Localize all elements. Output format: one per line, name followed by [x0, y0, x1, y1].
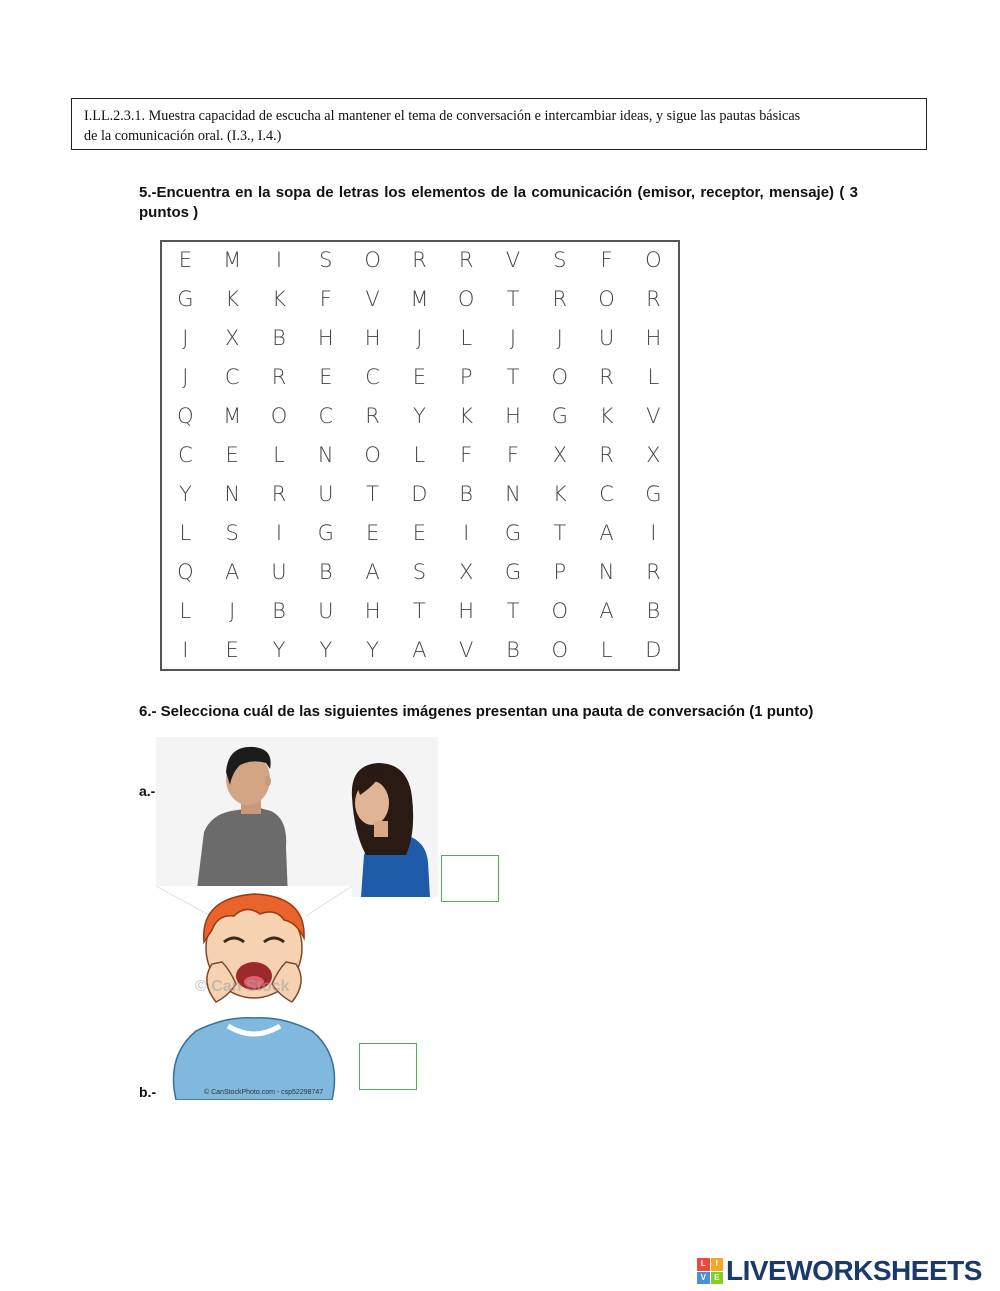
word-search-cell[interactable]: F	[319, 287, 332, 311]
word-search-cell[interactable]: C	[318, 404, 334, 428]
word-search-cell[interactable]: A	[599, 599, 614, 623]
word-search-cell[interactable]: X	[646, 443, 661, 467]
indicator-line-2: de la comunicación oral. (I.3., I.4.)	[84, 128, 282, 144]
word-search-cell[interactable]: H	[317, 326, 334, 350]
word-search-cell[interactable]: T	[506, 287, 520, 311]
word-search-cell[interactable]: M	[410, 287, 429, 311]
word-search-cell[interactable]: B	[646, 599, 661, 623]
word-search-cell[interactable]: M	[223, 248, 242, 272]
option-a-checkbox[interactable]	[441, 855, 499, 902]
image-watermark: © Can Stock	[195, 978, 290, 995]
word-search-cell[interactable]: B	[459, 482, 474, 506]
option-a-label: a.-	[139, 783, 156, 799]
word-search-cell[interactable]: Y	[319, 638, 333, 662]
word-search-cell[interactable]: J	[416, 326, 423, 350]
logo-letter: E	[711, 1272, 724, 1285]
question-5-prompt: 5.-Encuentra en la sopa de letras los elementos de la comunicación (emisor, receptor, mensaje) ( 3 puntos )	[139, 184, 858, 221]
word-search-cell[interactable]: X	[552, 443, 567, 467]
word-search-cell[interactable]: M	[223, 404, 242, 428]
word-search-cell[interactable]: O	[364, 248, 381, 272]
word-search-cell[interactable]: L	[647, 365, 660, 389]
word-search-cell[interactable]: R	[599, 365, 614, 389]
word-search-cell[interactable]: E	[365, 521, 380, 545]
word-search-cell[interactable]: V	[365, 287, 380, 311]
word-search-cell[interactable]: H	[505, 404, 521, 428]
word-search-cell[interactable]: K	[459, 404, 474, 428]
word-search-cell[interactable]: J	[229, 599, 236, 623]
word-search-grid	[162, 241, 677, 670]
word-search-cell[interactable]: H	[645, 326, 662, 350]
word-search-cell[interactable]: J	[182, 365, 189, 389]
word-search-cell[interactable]: G	[317, 521, 334, 545]
word-search-cell[interactable]: J	[556, 326, 563, 350]
word-search-cell[interactable]: Y	[272, 638, 286, 662]
word-search-cell[interactable]: O	[364, 443, 381, 467]
question-6-prompt: 6.- Selecciona cuál de las siguientes imágenes presentan una pauta de conversación (1 punto)	[139, 703, 814, 720]
word-search-cell[interactable]: A	[412, 638, 427, 662]
word-search-cell[interactable]: F	[460, 443, 473, 467]
word-search-cell[interactable]: Q	[177, 404, 194, 428]
conversation-image	[156, 737, 438, 897]
word-search-cell[interactable]: V	[505, 248, 521, 272]
word-search-cell[interactable]: K	[599, 404, 614, 428]
logo-letter: L	[697, 1258, 710, 1271]
word-search-cell[interactable]: E	[178, 248, 193, 272]
word-search-cell[interactable]: F	[600, 248, 613, 272]
word-search-cell[interactable]: H	[364, 599, 381, 623]
word-search-cell[interactable]: B	[506, 638, 520, 662]
word-search-cell[interactable]: I	[275, 521, 283, 545]
word-search-cell[interactable]: O	[551, 638, 569, 662]
word-search-cell[interactable]: N	[224, 482, 241, 506]
word-search-cell[interactable]: K	[272, 287, 286, 311]
word-search-cell[interactable]: I	[182, 638, 189, 662]
word-search-cell[interactable]: O	[645, 248, 662, 272]
word-search-cell[interactable]: D	[411, 482, 428, 506]
word-search-cell[interactable]: R	[271, 482, 287, 506]
word-search-cell[interactable]: X	[458, 560, 474, 584]
word-search-cell[interactable]: R	[552, 287, 568, 311]
word-search-cell[interactable]: S	[225, 521, 239, 545]
word-search-cell[interactable]: T	[553, 521, 567, 545]
word-search-cell[interactable]: V	[458, 638, 474, 662]
word-search-cell[interactable]: O	[457, 287, 475, 311]
word-search-cell[interactable]: O	[598, 287, 615, 311]
word-search-cell[interactable]: O	[270, 404, 288, 428]
word-search-cell[interactable]: I	[650, 521, 657, 545]
word-search-cell[interactable]: A	[365, 560, 380, 584]
word-search-cell[interactable]: G	[645, 482, 662, 506]
word-search-cell[interactable]: N	[598, 560, 615, 584]
word-search-cell[interactable]: C	[365, 365, 380, 389]
word-search-cell[interactable]: R	[599, 443, 614, 467]
word-search-cell[interactable]: R	[646, 287, 661, 311]
word-search-cell[interactable]: L	[273, 443, 285, 467]
word-search-cell[interactable]: J	[182, 326, 189, 350]
word-search-cell[interactable]: P	[459, 365, 473, 389]
word-search-cell[interactable]: E	[412, 365, 427, 389]
word-search-cell[interactable]: E	[225, 443, 239, 467]
word-search-cell[interactable]: Q	[177, 560, 194, 584]
word-search-cell[interactable]: B	[272, 599, 286, 623]
word-search-cell[interactable]: R	[458, 248, 474, 272]
word-search-cell[interactable]: U	[598, 326, 615, 350]
liveworksheets-brand	[697, 1255, 982, 1287]
word-search-cell[interactable]: H	[364, 326, 381, 350]
word-search-cell[interactable]: C	[178, 443, 193, 467]
image-credit: © CanStockPhoto.com - csp52298747	[204, 1089, 324, 1096]
word-search-cell[interactable]: I	[463, 521, 470, 545]
word-search-cell[interactable]: S	[319, 248, 333, 272]
word-search-cell[interactable]: R	[271, 365, 287, 389]
word-search-cell[interactable]: S	[553, 248, 567, 272]
word-search-cell[interactable]: A	[599, 521, 614, 545]
indicator-box	[71, 98, 927, 150]
word-search-cell[interactable]: T	[506, 599, 520, 623]
word-search-cell[interactable]: L	[179, 599, 192, 623]
word-search-cell[interactable]: G	[504, 521, 522, 545]
word-search-cell[interactable]: S	[412, 560, 427, 584]
word-search-cell[interactable]: Y	[412, 404, 426, 428]
word-search-cell[interactable]: X	[225, 326, 240, 350]
word-search-cell[interactable]: T	[366, 482, 379, 506]
word-search-cell[interactable]: E	[225, 638, 239, 662]
liveworksheets-logo-icon	[697, 1258, 723, 1284]
word-search-cell[interactable]: H	[458, 599, 475, 623]
word-search-cell[interactable]: Y	[366, 638, 379, 662]
word-search-cell[interactable]: L	[600, 638, 613, 662]
word-search-cell[interactable]: Y	[178, 482, 192, 506]
word-search-cell[interactable]: B	[272, 326, 286, 350]
word-search-cell[interactable]: G	[504, 560, 522, 584]
word-search-cell[interactable]: A	[225, 560, 240, 584]
word-search-cell[interactable]: K	[552, 482, 567, 506]
word-search-cell[interactable]: J	[509, 326, 517, 350]
word-search-cell[interactable]: L	[179, 521, 192, 545]
word-search-cell[interactable]: B	[318, 560, 333, 584]
word-search-cell[interactable]: L	[413, 443, 426, 467]
word-search-cell[interactable]: G	[177, 287, 194, 311]
word-search-cell[interactable]: U	[271, 560, 287, 584]
word-search-cell[interactable]: R	[412, 248, 427, 272]
word-search-cell[interactable]: L	[460, 326, 473, 350]
option-b-checkbox[interactable]	[359, 1043, 417, 1090]
word-search-cell[interactable]: N	[317, 443, 334, 467]
option-b-label: b.-	[139, 1084, 157, 1100]
word-search-cell[interactable]: R	[365, 404, 380, 428]
logo-letter: I	[711, 1258, 724, 1271]
word-search-cell[interactable]: T	[506, 365, 520, 389]
word-search-cell[interactable]: N	[505, 482, 521, 506]
indicator-line-1: I.LL.2.3.1. Muestra capacidad de escucha al mantener el tema de conversación e intercambiar ideas, y sigue las pautas básicas	[84, 108, 801, 124]
word-search-cell[interactable]: D	[645, 638, 662, 662]
word-search-cell[interactable]: R	[646, 560, 661, 584]
word-search-cell[interactable]: F	[506, 443, 520, 467]
word-search-cell[interactable]: O	[551, 365, 569, 389]
word-search-cell[interactable]: C	[599, 482, 614, 506]
word-search-cell[interactable]: U	[318, 599, 334, 623]
word-search-cell[interactable]: I	[275, 248, 283, 272]
word-search-cell[interactable]: E	[412, 521, 427, 545]
word-search-cell[interactable]: G	[551, 404, 568, 428]
word-search-cell[interactable]: C	[224, 365, 240, 389]
word-search-cell[interactable]: O	[551, 599, 569, 623]
word-search-cell[interactable]: P	[553, 560, 567, 584]
word-search-cell[interactable]: E	[319, 365, 333, 389]
word-search-cell[interactable]: K	[225, 287, 240, 311]
brand-name: LIVEWORKSHEETS	[726, 1255, 982, 1286]
word-search-cell[interactable]: T	[412, 599, 426, 623]
word-search-cell[interactable]: U	[318, 482, 334, 506]
logo-letter: V	[697, 1272, 710, 1285]
word-search-cell[interactable]: V	[646, 404, 661, 428]
